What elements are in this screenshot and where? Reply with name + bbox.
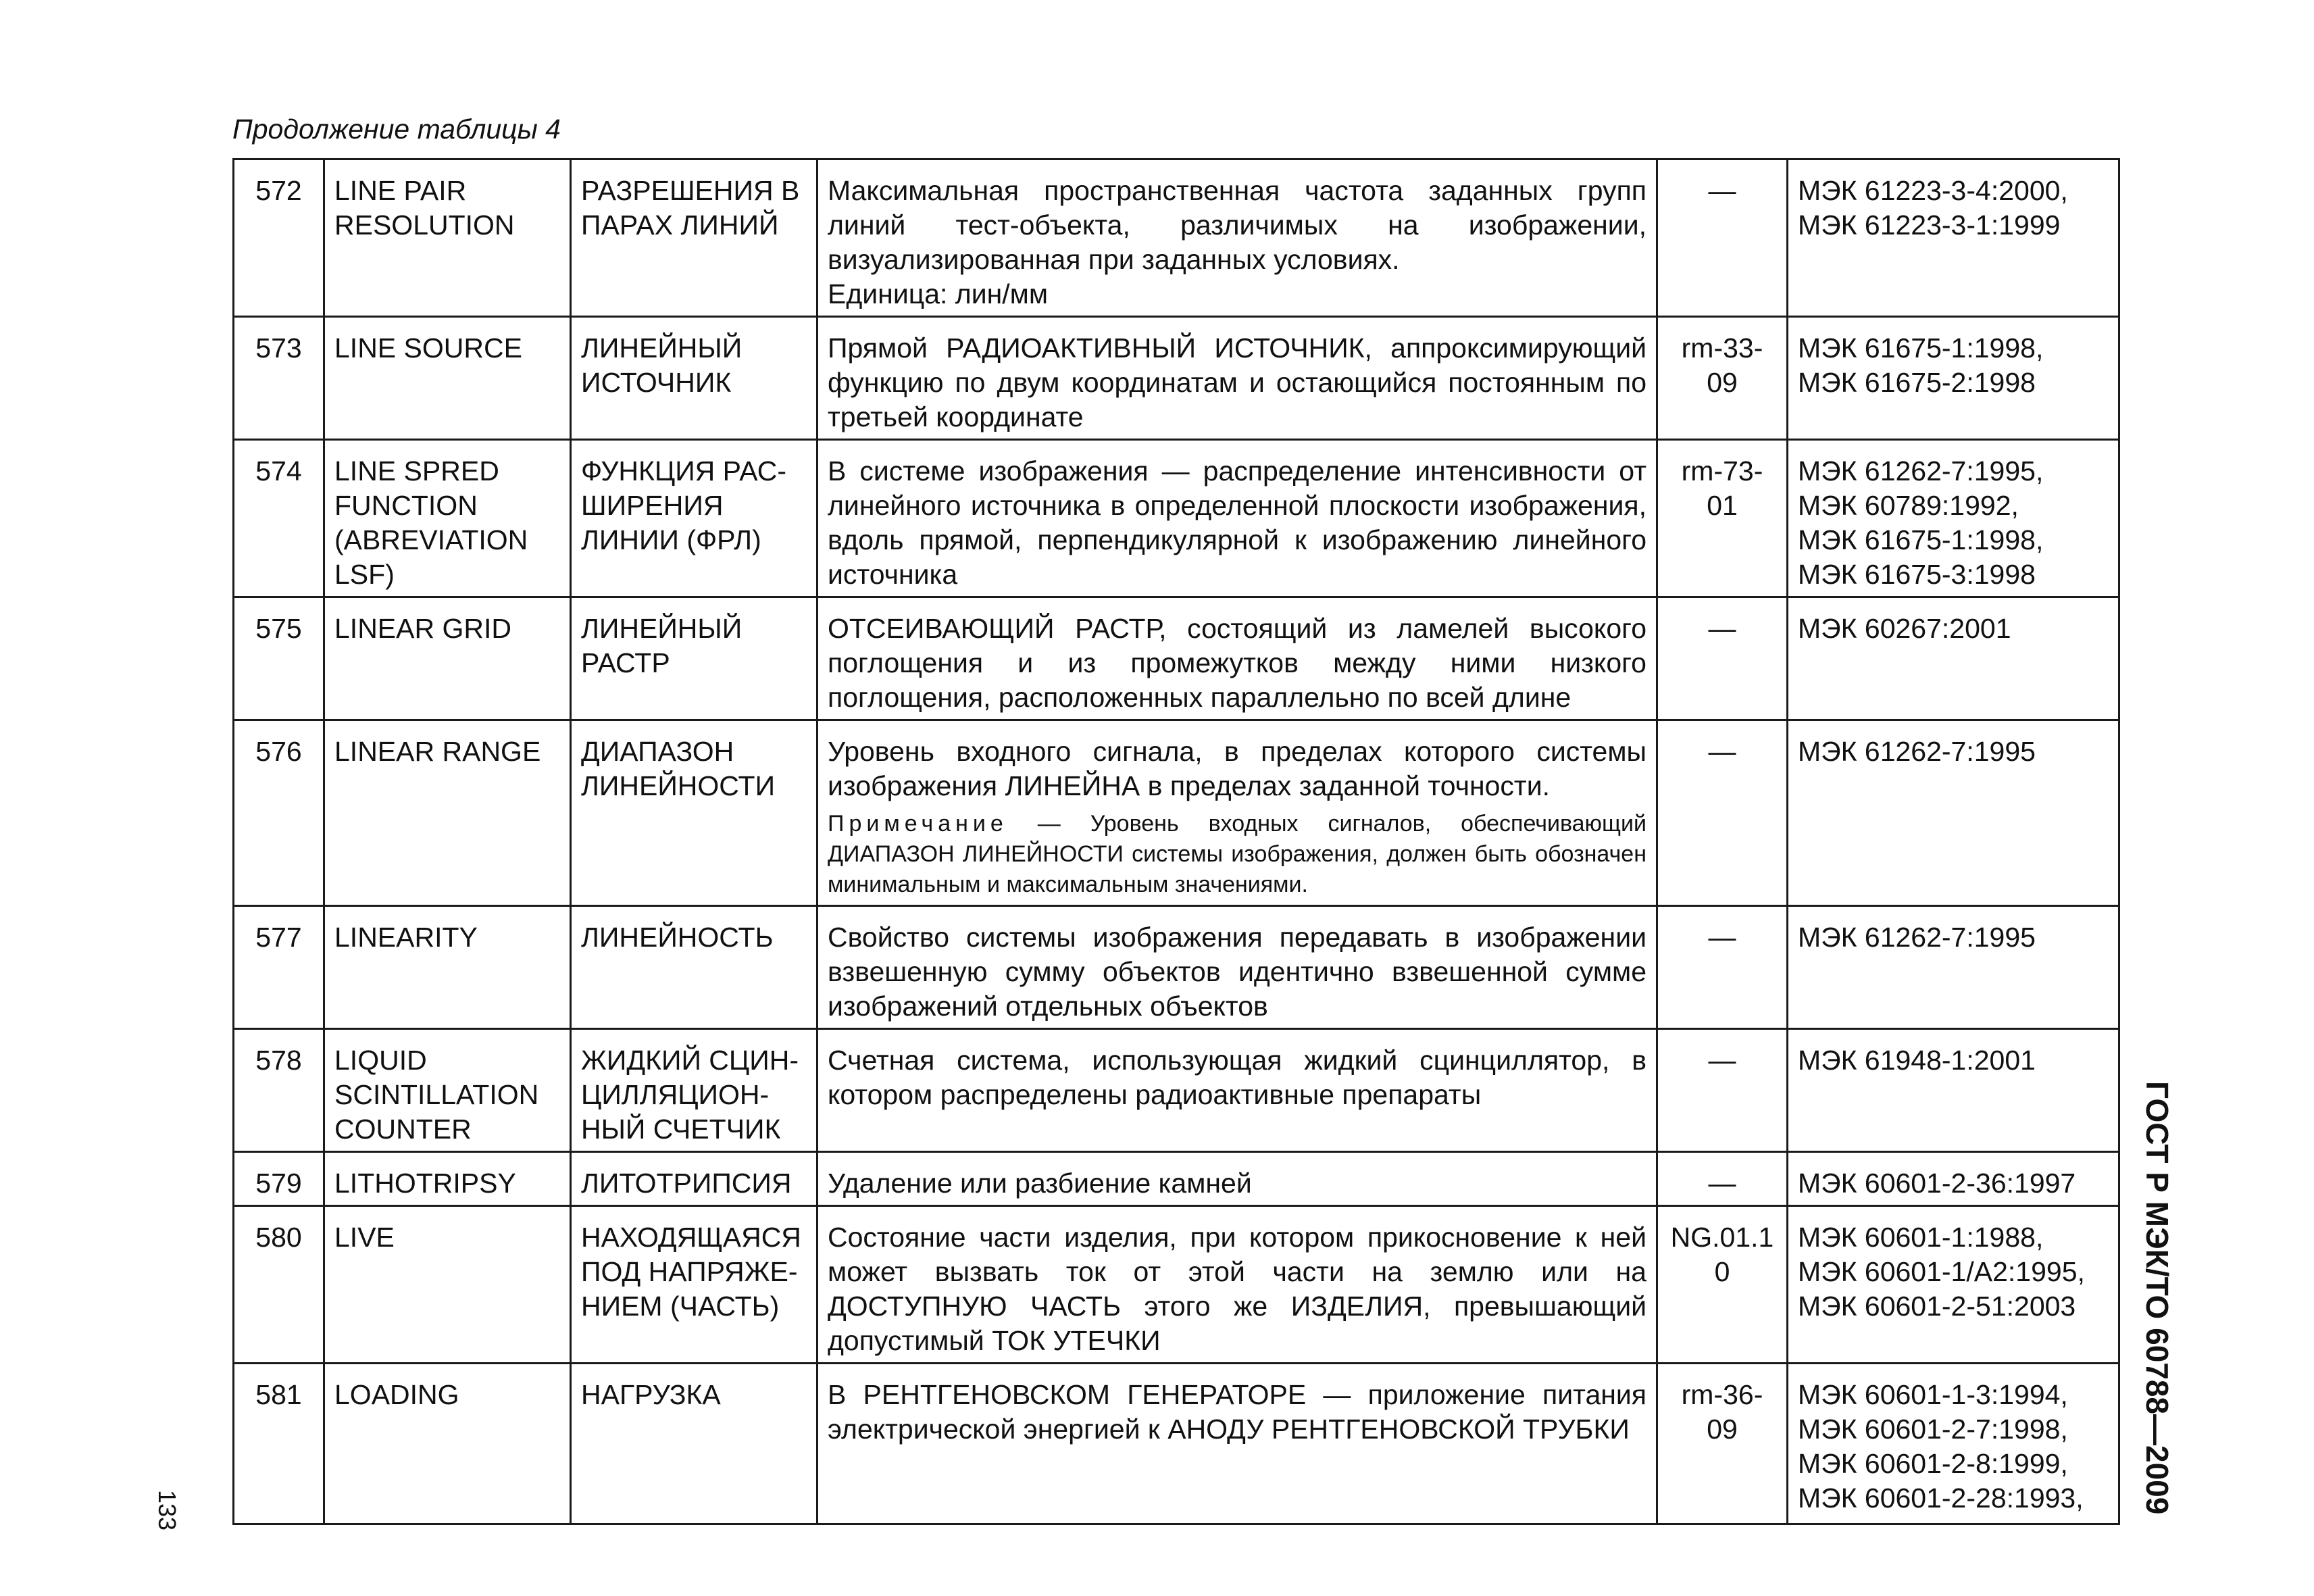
note-text: — Уровень входных сигналов, обеспечивающий ДИАПАЗОН ЛИНЕЙНОСТИ системы изображения, должен быть обозначен минимальным и максимальным значениями. xyxy=(828,811,1646,897)
table-row xyxy=(234,1364,2119,1524)
term-russian: НАХОДЯЩАЯСЯ ПОД НАПРЯЖЕ-НИЕМ (ЧАСТЬ) xyxy=(571,1206,818,1364)
definition-text: Максимальная пространственная частота заданных групп линий тест-объекта, различимых на изображении, визуализированная при заданных условиях. xyxy=(828,175,1646,275)
term-number: 581 xyxy=(234,1364,324,1524)
reference-item: МЭК 61262-7:1995 xyxy=(1798,736,2036,767)
term-number: 574 xyxy=(234,440,324,597)
term-references xyxy=(1788,440,2119,597)
reference-item: МЭК 61223-3-4:2000, xyxy=(1798,175,2068,206)
definition-text: Счетная система, использующая жидкий сцинциллятор, в котором распределены радиоактивные препараты xyxy=(828,1045,1646,1110)
term-english: LINE SPRED FUNCTION (ABREVIATION LSF) xyxy=(324,440,571,597)
term-code: — xyxy=(1657,597,1788,720)
reference-item: МЭК 60601-2-28:1993, xyxy=(1798,1482,2084,1514)
term-definition xyxy=(818,1029,1657,1152)
definition-text: ОТСЕИВАЮЩИЙ РАСТР, состоящий из ламелей высокого поглощения и из промежутков между ними низкого поглощения, расположенных параллельно по всей длине xyxy=(828,613,1646,713)
term-code: — xyxy=(1657,1029,1788,1152)
term-russian: ФУНКЦИЯ РАС-ШИРЕНИЯ ЛИНИИ (ФРЛ) xyxy=(571,440,818,597)
table-row xyxy=(234,317,2119,440)
reference-item: МЭК 61948-1:2001 xyxy=(1798,1045,2036,1076)
reference-item: МЭК 60601-1/А2:1995, xyxy=(1798,1256,2085,1287)
reference-item: МЭК 61675-3:1998 xyxy=(1798,559,2036,590)
definition-text: Удаление или разбиение камней xyxy=(828,1168,1252,1199)
term-english: LINEAR RANGE xyxy=(324,720,571,906)
table-row xyxy=(234,440,2119,597)
term-number: 572 xyxy=(234,159,324,317)
term-russian: ЛИНЕЙНЫЙ ИСТОЧНИК xyxy=(571,317,818,440)
table-row xyxy=(234,906,2119,1029)
definition-text: В РЕНТГЕНОВСКОМ ГЕНЕРАТОРЕ — приложение питания электрической энергией к АНОДУ РЕНТГЕНОВСКОЙ ТРУБКИ xyxy=(828,1379,1646,1445)
term-references xyxy=(1788,597,2119,720)
definition-text: Состояние части изделия, при котором прикосновение к ней может вызвать ток от этой части на землю или на ДОСТУПНУЮ ЧАСТЬ этого же ИЗДЕЛИЯ, превышающий допустимый ТОК УТЕЧКИ xyxy=(828,1222,1646,1356)
definition-text: В системе изображения — распределение интенсивности от линейного источника в определенной плоскости изображения, вдоль прямой, перпендикулярной к изображению линейного источника xyxy=(828,455,1646,590)
term-code: NG.01.10 xyxy=(1657,1206,1788,1364)
table-row xyxy=(234,720,2119,906)
term-references xyxy=(1788,159,2119,317)
term-definition xyxy=(818,440,1657,597)
term-russian: РАЗРЕШЕНИЯ В ПАРАХ ЛИНИЙ xyxy=(571,159,818,317)
term-english: LINE SOURCE xyxy=(324,317,571,440)
term-english: LOADING xyxy=(324,1364,571,1524)
term-number: 579 xyxy=(234,1152,324,1206)
table-row xyxy=(234,1152,2119,1206)
term-code: — xyxy=(1657,1152,1788,1206)
term-code: rm-36-09 xyxy=(1657,1364,1788,1524)
definition-unit: Единица: лин/мм xyxy=(828,278,1049,309)
terms-table xyxy=(232,158,2120,1525)
term-russian: ЖИДКИЙ СЦИН-ЦИЛЛЯЦИОН-НЫЙ СЧЕТЧИК xyxy=(571,1029,818,1152)
term-english: LINEAR GRID xyxy=(324,597,571,720)
term-code: rm-73-01 xyxy=(1657,440,1788,597)
reference-item: МЭК 60601-2-51:2003 xyxy=(1798,1291,2076,1322)
reference-item: МЭК 61262-7:1995 xyxy=(1798,922,2036,953)
table-caption: Продолжение таблицы 4 xyxy=(232,114,561,145)
term-english: LIVE xyxy=(324,1206,571,1364)
term-russian: ЛИНЕЙНОСТЬ xyxy=(571,906,818,1029)
term-definition xyxy=(818,906,1657,1029)
reference-item: МЭК 61675-2:1998 xyxy=(1798,367,2036,398)
page-number: 133 xyxy=(153,1490,181,1531)
reference-item: МЭК 60601-2-36:1997 xyxy=(1798,1168,2076,1199)
term-definition xyxy=(818,1206,1657,1364)
reference-item: МЭК 60267:2001 xyxy=(1798,613,2011,644)
definition-text: Прямой РАДИОАКТИВНЫЙ ИСТОЧНИК, аппроксимирующий функцию по двум координатам и остающийся постоянным по третьей координате xyxy=(828,332,1646,432)
reference-item: МЭК 61223-3-1:1999 xyxy=(1798,209,2061,241)
term-code: — xyxy=(1657,720,1788,906)
term-references xyxy=(1788,1206,2119,1364)
term-references xyxy=(1788,317,2119,440)
term-number: 576 xyxy=(234,720,324,906)
term-definition xyxy=(818,317,1657,440)
term-code: — xyxy=(1657,159,1788,317)
term-definition xyxy=(818,1364,1657,1524)
term-references xyxy=(1788,1152,2119,1206)
definition-text: Уровень входного сигнала, в пределах которого системы изображения ЛИНЕЙНА в пределах заданной точности. xyxy=(828,736,1646,801)
reference-item: МЭК 60601-1-3:1994, xyxy=(1798,1379,2068,1410)
table-row xyxy=(234,1029,2119,1152)
term-definition xyxy=(818,597,1657,720)
term-russian: ЛИНЕЙНЫЙ РАСТР xyxy=(571,597,818,720)
reference-item: МЭК 60601-1:1988, xyxy=(1798,1222,2044,1253)
term-english: LITHOTRIPSY xyxy=(324,1152,571,1206)
reference-item: МЭК 61675-1:1998, xyxy=(1798,524,2044,555)
note-label: Примечание xyxy=(828,811,1008,837)
term-references xyxy=(1788,1029,2119,1152)
table-row xyxy=(234,597,2119,720)
table-row xyxy=(234,1206,2119,1364)
term-number: 577 xyxy=(234,906,324,1029)
term-definition xyxy=(818,159,1657,317)
reference-item: МЭК 61262-7:1995, xyxy=(1798,455,2044,487)
definition-text: Свойство системы изображения передавать в изображении взвешенную сумму объектов идентично взвешенной сумме изображений отдельных объектов xyxy=(828,922,1646,1022)
reference-item: МЭК 60601-2-7:1998, xyxy=(1798,1414,2068,1445)
term-english: LINE PAIR RESOLUTION xyxy=(324,159,571,317)
term-number: 578 xyxy=(234,1029,324,1152)
definition-note xyxy=(828,809,1646,900)
term-definition xyxy=(818,720,1657,906)
document-code-header: ГОСТ Р МЭК/ТО 60788—2009 xyxy=(2140,1081,2175,1515)
term-number: 575 xyxy=(234,597,324,720)
table-row xyxy=(234,159,2119,317)
reference-item: МЭК 60601-2-8:1999, xyxy=(1798,1448,2068,1479)
term-code: rm-33-09 xyxy=(1657,317,1788,440)
term-references xyxy=(1788,906,2119,1029)
term-russian: ДИАПАЗОН ЛИНЕЙНОСТИ xyxy=(571,720,818,906)
term-code: — xyxy=(1657,906,1788,1029)
reference-item: МЭК 60789:1992, xyxy=(1798,490,2019,521)
term-english: LINEARITY xyxy=(324,906,571,1029)
term-russian: НАГРУЗКА xyxy=(571,1364,818,1524)
reference-item: МЭК 61675-1:1998, xyxy=(1798,332,2044,364)
term-english: LIQUID SCINTILLATION COUNTER xyxy=(324,1029,571,1152)
term-references xyxy=(1788,1364,2119,1524)
term-definition xyxy=(818,1152,1657,1206)
term-references xyxy=(1788,720,2119,906)
term-number: 580 xyxy=(234,1206,324,1364)
term-russian: ЛИТОТРИПСИЯ xyxy=(571,1152,818,1206)
term-number: 573 xyxy=(234,317,324,440)
